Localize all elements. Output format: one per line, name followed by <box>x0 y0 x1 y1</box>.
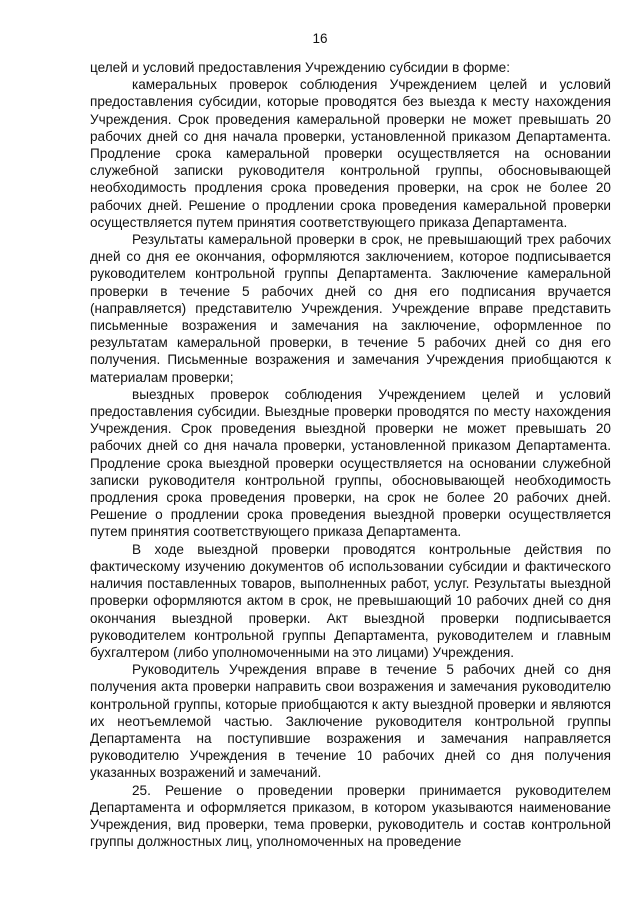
paragraph-onsite-actions: В ходе выездной проверки проводятся контрольные действия по фактическому изучению документов об использовании субсидии и фактического наличия поставленных товаров, выполненных работ, услуг. Результаты выездной проверки оформляются актом в срок, не превышающий 10 рабочих дней со дня окончания выездной проверки. Акт выездной проверки подписывается руководителем контрольной группы Департамента, руководителем и главным бухгалтером (либо уполномоченными на это лицами) Учреждения. <box>90 541 611 660</box>
page-number: 16 <box>312 31 328 46</box>
paragraph-cameral-results: Результаты камеральной проверки в срок, не превышающий трех рабочих дней со дня ее окончания, оформляются заключением, которое подписывается руководителем контрольной группы Департамента. Заключение камеральной проверки в течение 5 рабочих дней со дня его подписания вручается (направляется) представителю Учреждения. Учреждение вправе представить письменные возражения и замечания на заключение, оформленное по результатам камеральной проверки, в течение 5 рабочих дней со дня его получения. Письменные возражения и замечания Учреждения приобщаются к материалам проверки; <box>90 232 611 385</box>
paragraph-onsite-checks: выездных проверок соблюдения Учреждением целей и условий предоставления субсидии. Выездные проверки проводятся по месту нахождения Учреждения. Срок проведения выездной проверки не может превышать 20 рабочих дней со дня начала проверки, установленной приказом Департамента. Продление срока выездной проверки осуществляется на основании служебной записки руководителя контрольной группы, обосновывающей необходимость продления срока проведения проверки, на срок не более 20 рабочих дней. Решение о продлении срока проведения выездной проверки осуществляется путем принятия соответствующего приказа Департамента. <box>90 386 611 540</box>
paragraph-objections: Руководитель Учреждения вправе в течение 5 рабочих дней со дня получения акта проверки направить свои возражения и замечания руководителю контрольной группы, которые приобщаются к акту выездной проверки и являются их неотъемлемой частью. Заключение руководителя контрольной группы Департамента на поступившие возражения и замечания направляется руководителю Учреждения в течение 10 рабочих дней со дня получения указанных возражений и замечаний. <box>90 662 611 781</box>
paragraph-continuation: целей и условий предоставления Учреждению субсидии в форме: <box>90 60 510 75</box>
document-body <box>90 59 611 850</box>
paragraph-cameral-checks: камеральных проверок соблюдения Учреждением целей и условий предоставления субсидии, которые проводятся без выезда к месту нахождения Учреждения. Срок проведения камеральной проверки не может превышать 20 рабочих дней со дня начала проверки, установленной приказом Департамента. Продление срока камеральной проверки осуществляется на основании служебной записки руководителя контрольной группы, обосновывающей необходимость продления срока проведения проверки, на срок не более 20 рабочих дней. Решение о продлении срока проведения камеральной проверки осуществляется путем принятия соответствующего приказа Департамента. <box>90 77 611 230</box>
paragraph-item-25: 25. Решение о проведении проверки принимается руководителем Департамента и оформляется приказом, в котором указываются наименование Учреждения, вид проверки, тема проверки, руководитель и состав контрольной группы должностных лиц, уполномоченных на проведение <box>90 782 611 850</box>
